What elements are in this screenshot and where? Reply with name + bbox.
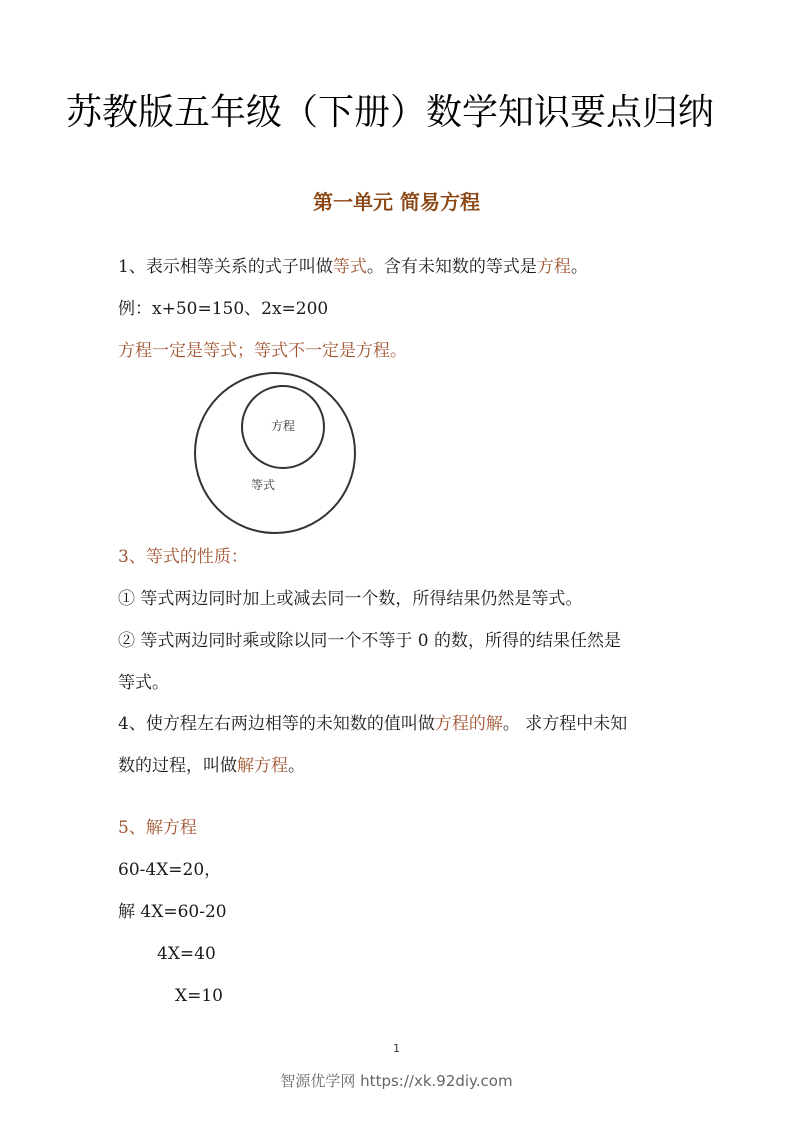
paragraph-1 (118, 257, 588, 277)
equation-line-3: 4X=40 (157, 944, 216, 964)
paragraph-1-mid: 。含有未知数的等式是 (366, 257, 537, 277)
paragraph-4-mid: 。 求方程中未知 (502, 714, 628, 734)
equation-line-1: 60-4X=20， (118, 860, 222, 880)
paragraph-1-prefix: 1、表示相等关系的式子叫做 (118, 257, 333, 277)
paragraph-4-line-2-prefix: 数的过程，叫做 (118, 756, 237, 776)
outer-circle-label: 等式 (250, 478, 276, 492)
term-equality: 等式 (332, 257, 367, 277)
inner-circle-label: 方程 (270, 419, 296, 433)
equation-line-4: X=10 (175, 986, 223, 1006)
watermark: 智源优学网 https://xk.92diy.com (280, 1072, 513, 1090)
unit-title: 第一单元 简易方程 (313, 190, 480, 214)
example-line: 例：x+50=150、2x=200 (118, 299, 329, 319)
section-5-heading: 5、解方程 (118, 818, 197, 838)
equation-line-2: 解 4X=60-20 (118, 902, 227, 922)
paragraph-4-line-1 (118, 714, 627, 734)
venn-diagram (190, 370, 420, 540)
term-solution: 方程的解 (434, 714, 503, 734)
page-title: 苏教版五年级（下册）数学知识要点归纳 (65, 92, 714, 133)
paragraph-1-suffix: 。 (570, 257, 588, 277)
property-2-line-1: ② 等式两边同时乘或除以同一个不等于 0 的数，所得的结果任然是 (118, 631, 622, 651)
term-equation: 方程 (536, 257, 571, 277)
property-1: ① 等式两边同时加上或减去同一个数，所得结果仍然是等式。 (118, 589, 583, 609)
paragraph-4-prefix: 4、使方程左右两边相等的未知数的值叫做 (118, 714, 435, 734)
page-number: 1 (393, 1042, 400, 1055)
paragraph-4-line-2 (118, 756, 305, 776)
property-2-line-2: 等式。 (118, 673, 169, 693)
relationship-note: 方程一定是等式；等式不一定是方程。 (118, 341, 407, 361)
paragraph-4-suffix: 。 (288, 756, 305, 776)
section-3-heading: 3、等式的性质： (118, 547, 248, 567)
term-solving-equation: 解方程 (237, 756, 288, 776)
outer-circle (195, 373, 355, 533)
